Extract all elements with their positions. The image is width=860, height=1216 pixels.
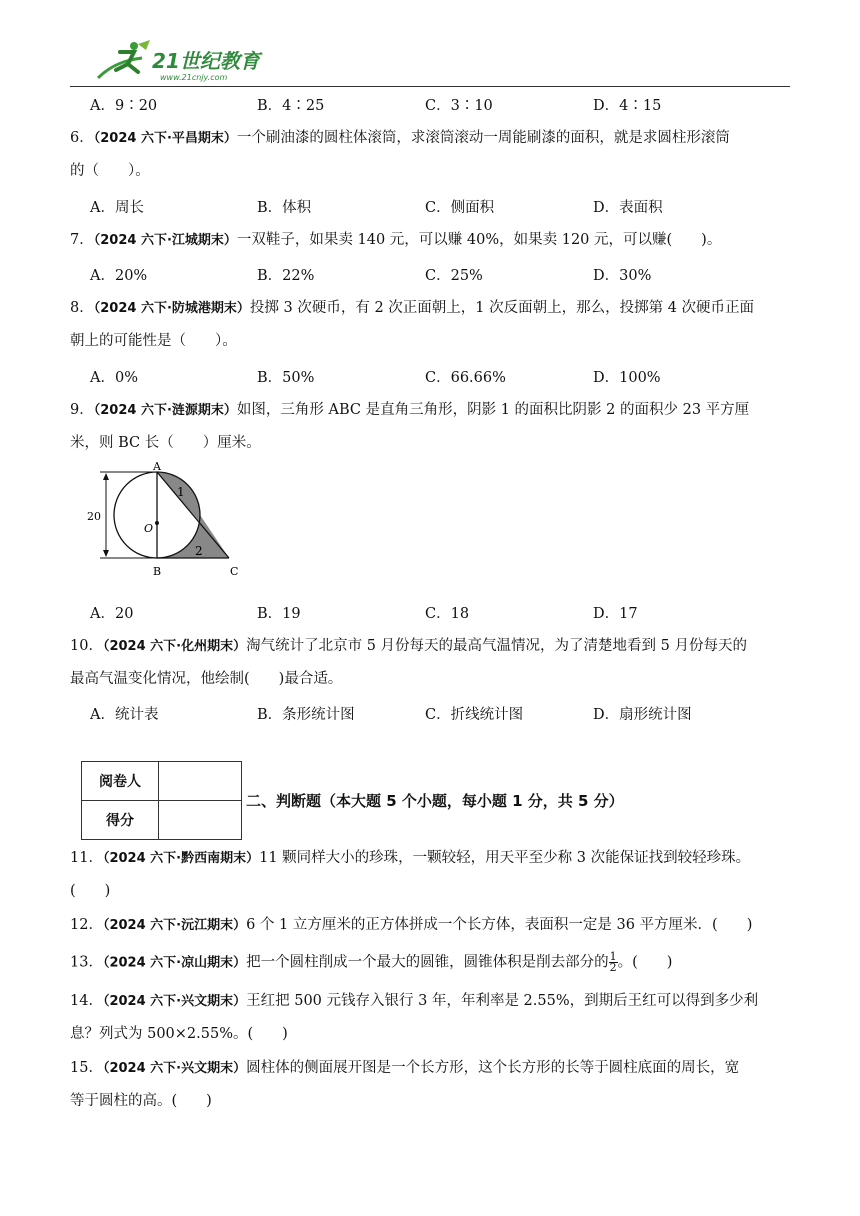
q9-source: （2024 六下·涟源期末） bbox=[93, 403, 237, 418]
q5-option-d: D．4∶15 bbox=[593, 98, 662, 114]
q8-option-a: A．0% bbox=[90, 370, 138, 386]
q12-line1: 6 个 1 立方厘米的正方体拼成一个长方体，表面积一定是 36 平方厘米．( ) bbox=[246, 917, 753, 933]
question-7 bbox=[70, 230, 795, 251]
q9-number: 9． bbox=[70, 402, 94, 418]
q11-line1: 11 颗同样大小的珍珠，一颗较轻，用天平至少称 3 次能保证找到较轻珍珠。 bbox=[259, 850, 751, 866]
center-point bbox=[155, 521, 159, 525]
q9-option-c: C．18 bbox=[425, 606, 470, 622]
arrow-up-icon bbox=[103, 473, 109, 480]
q10-option-d: D．扇形统计图 bbox=[593, 707, 692, 723]
q8-option-b: B．50% bbox=[257, 370, 315, 386]
q6-option-d: D．表面积 bbox=[593, 200, 663, 216]
score-table bbox=[81, 761, 242, 840]
label-1: 1 bbox=[177, 485, 185, 499]
q6-number: 6． bbox=[70, 130, 94, 146]
q7-option-c: C．25% bbox=[425, 268, 483, 284]
q10-option-c: C．折线统计图 bbox=[425, 707, 524, 723]
q13-frac-den: 2 bbox=[609, 961, 617, 974]
q6-line2: 的（ ）。 bbox=[70, 163, 150, 179]
q7-number: 7． bbox=[70, 232, 94, 248]
logo-text: 21世纪教育 bbox=[152, 49, 260, 73]
q8-line2: 朝上的可能性是（ ）。 bbox=[70, 333, 237, 349]
q7-option-b: B．22% bbox=[257, 268, 315, 284]
label-o: O bbox=[144, 522, 154, 535]
q7-line1: 一双鞋子，如果卖 140 元，可以赚 40%，如果卖 120 元，可以赚( )。 bbox=[236, 232, 722, 248]
q8-source: （2024 六下·防城港期末） bbox=[93, 301, 250, 316]
q8-option-c: C．66.66% bbox=[425, 370, 506, 386]
label-c: C bbox=[230, 565, 239, 578]
q5-options bbox=[90, 94, 790, 114]
q8-options bbox=[90, 366, 790, 386]
q8-line1: 投掷 3 次硬币，有 2 次正面朝上，1 次反面朝上，那么，投掷第 4 次硬币正面 bbox=[249, 300, 755, 316]
question-11 bbox=[70, 848, 795, 869]
q5-option-c: C．3∶10 bbox=[425, 98, 493, 114]
q9-option-b: B．19 bbox=[257, 606, 301, 622]
q10-line1: 淘气统计了北京市 5 月份每天的最高气温情况，为了清楚地看到 5 月份每天的 bbox=[246, 638, 747, 654]
q7-option-d: D．30% bbox=[593, 268, 652, 284]
q13-source: （2024 六下·凉山期末） bbox=[102, 955, 247, 971]
q6-source: （2024 六下·平昌期末） bbox=[93, 131, 237, 146]
header-divider bbox=[70, 86, 790, 87]
logo-url: www.21cnjy.com bbox=[160, 73, 228, 82]
q10-number: 10． bbox=[70, 638, 103, 654]
q9-geometry-figure bbox=[82, 462, 252, 584]
question-8 bbox=[70, 298, 795, 319]
q13-line1: 把一个圆柱削成一个最大的圆锥，圆锥体积是削去部分的 bbox=[246, 954, 609, 971]
q10-source: （2024 六下·化州期末） bbox=[102, 639, 247, 654]
q14-line2: 息？列式为 500×2.55%。( ) bbox=[70, 1026, 288, 1042]
q6-line1: 一个刷油漆的圆柱体滚筒，求滚筒滚动一周能刷漆的面积，就是求圆柱形滚筒 bbox=[236, 130, 730, 146]
q14-line1: 王红把 500 元钱存入银行 3 年，年利率是 2.55%，到期后王红可以得到多少利 bbox=[246, 993, 759, 1009]
q5-option-b: B．4∶25 bbox=[257, 98, 325, 114]
q10-options bbox=[90, 703, 790, 723]
q12-number: 12． bbox=[70, 917, 103, 933]
q15-source: （2024 六下·兴文期末） bbox=[102, 1061, 247, 1076]
question-14 bbox=[70, 991, 795, 1012]
q8-option-d: D．100% bbox=[593, 370, 661, 386]
question-10 bbox=[70, 636, 795, 657]
page-header bbox=[70, 38, 790, 86]
q11-source: （2024 六下·黔西南期末） bbox=[102, 851, 260, 866]
question-12 bbox=[70, 915, 795, 936]
q13-line1-end: 。( ) bbox=[617, 954, 673, 971]
q10-option-b: B．条形统计图 bbox=[257, 707, 355, 723]
grader-label: 阅卷人 bbox=[82, 762, 159, 801]
q9-option-d: D．17 bbox=[593, 606, 638, 622]
q6-options bbox=[90, 196, 790, 216]
label-a: A bbox=[153, 462, 161, 473]
grader-cell[interactable] bbox=[159, 762, 242, 801]
score-label: 得分 bbox=[82, 801, 159, 840]
q9-options bbox=[90, 602, 790, 622]
question-13 bbox=[70, 952, 795, 974]
q7-options bbox=[90, 264, 790, 284]
q11-number: 11． bbox=[70, 850, 103, 866]
logo-runner-icon bbox=[90, 38, 290, 84]
q13-frac-num: 1 bbox=[609, 950, 617, 963]
q7-option-a: A．20% bbox=[90, 268, 148, 284]
q14-number: 14． bbox=[70, 993, 103, 1009]
q15-number: 15． bbox=[70, 1060, 103, 1076]
q9-line1: 如图，三角形 ABC 是直角三角形，阴影 1 的面积比阴影 2 的面积少 23 平方厘 bbox=[236, 402, 750, 418]
q9-line2: 米，则 BC 长（ ）厘米。 bbox=[70, 435, 261, 451]
q10-line2: 最高气温变化情况，他绘制( )最合适。 bbox=[70, 671, 343, 687]
shaded-region-2 bbox=[157, 515, 229, 558]
q11-line2: ( ) bbox=[70, 883, 111, 899]
arrow-down-icon bbox=[103, 550, 109, 557]
q10-option-a: A．统计表 bbox=[90, 707, 159, 723]
score-cell[interactable] bbox=[159, 801, 242, 840]
q6-option-a: A．周长 bbox=[90, 200, 144, 216]
q6-option-c: C．侧面积 bbox=[425, 200, 495, 216]
section-2-title: 二、判断题（本大题 5 个小题，每小题 1 分，共 5 分） bbox=[246, 792, 624, 810]
q13-number: 13． bbox=[70, 954, 103, 971]
label-b: B bbox=[153, 565, 162, 578]
q12-source: （2024 六下·沅江期末） bbox=[102, 918, 247, 933]
label-20: 20 bbox=[87, 510, 101, 523]
q15-line2: 等于圆柱的高。( ) bbox=[70, 1093, 212, 1109]
label-2: 2 bbox=[195, 544, 203, 558]
q14-source: （2024 六下·兴文期末） bbox=[102, 994, 247, 1009]
question-15 bbox=[70, 1058, 795, 1079]
q15-line1: 圆柱体的侧面展开图是一个长方形，这个长方形的长等于圆柱底面的周长，宽 bbox=[246, 1060, 740, 1076]
q6-option-b: B．体积 bbox=[257, 200, 312, 216]
q5-option-a: A．9∶20 bbox=[90, 98, 158, 114]
question-9 bbox=[70, 400, 795, 421]
q9-option-a: A．20 bbox=[90, 606, 134, 622]
q7-source: （2024 六下·江城期末） bbox=[93, 233, 237, 248]
q13-fraction bbox=[609, 952, 618, 973]
q8-number: 8． bbox=[70, 300, 94, 316]
question-6 bbox=[70, 128, 795, 149]
